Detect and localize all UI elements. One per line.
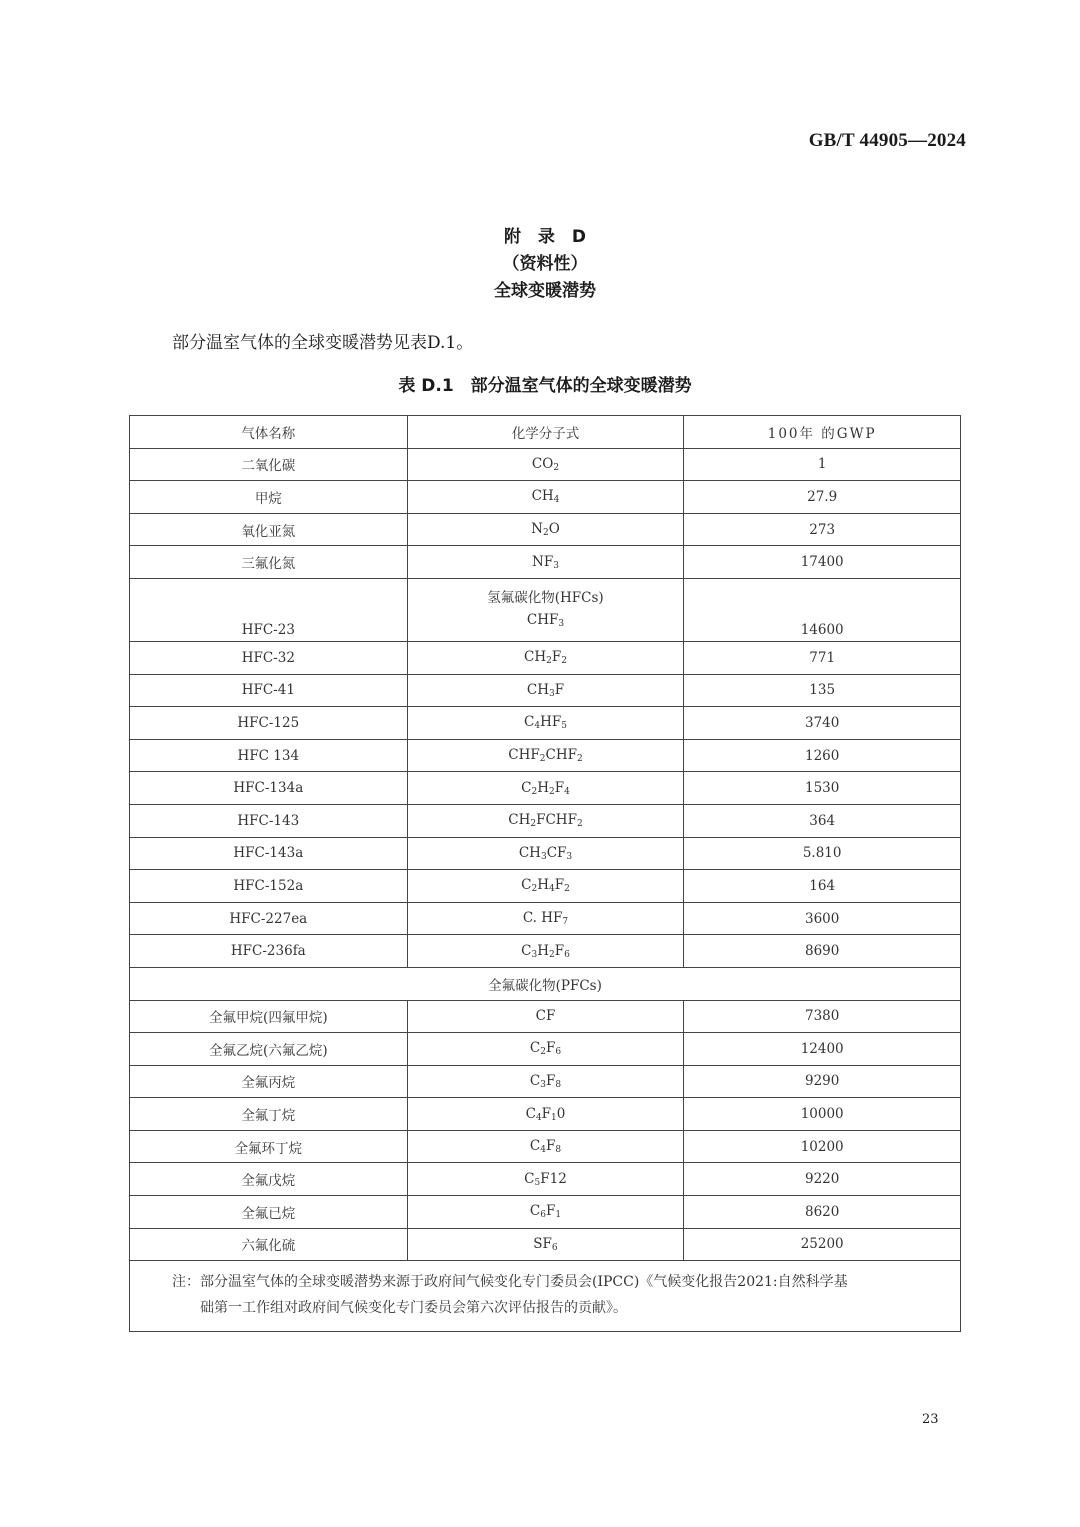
gas-name: 六氟化硫 [130,1228,408,1261]
table-row [130,1000,961,1033]
table-row [130,804,961,837]
table-row [130,1196,961,1229]
gwp-value: 3600 [684,902,961,935]
note-line-1: 注：部分温室气体的全球变暖潜势来源于政府间气候变化专门委员会(IPCC)《气候变化报告2021:自然科学基 [172,1274,848,1291]
chemical-formula: 氢氟碳化物(HFCs) $CHF_3$ [407,578,684,641]
gas-name: 二氧化碳 [130,448,408,481]
gas-name: HFC-227ea [130,902,408,935]
table-row [130,1033,961,1066]
chemical-formula: $CHF_2CHF_2$ [407,739,684,772]
gwp-value: 10000 [684,1098,961,1131]
table-row-pfc-group [130,967,961,1000]
gwp-value: 8690 [684,935,961,968]
chemical-formula: $N_2O$ [407,513,684,546]
chemical-formula: $C_6F_1$ [407,1196,684,1229]
gas-name: HFC 134 [130,739,408,772]
table-row [130,739,961,772]
annex-subject: 全球变暖潜势 [494,281,596,301]
annex-nature: （资料性） [502,254,588,274]
chemical-formula: $C_3H_2F_6$ [407,935,684,968]
chemical-formula: $C_2F_6$ [407,1033,684,1066]
note-line-2: 础第一工作组对政府间气候变化专门委员会第六次评估报告的贡献》。 [200,1300,627,1317]
gas-name: 全氟乙烷(六氟乙烷) [130,1033,408,1066]
gas-name: 全氟甲烷(四氟甲烷) [130,1000,408,1033]
gwp-value: 164 [684,870,961,903]
table-row [130,1228,961,1261]
gwp-value: 1 [684,448,961,481]
table-row [130,902,961,935]
gas-name: 全氟戊烷 [130,1163,408,1196]
gas-name: 全氟丁烷 [130,1098,408,1131]
gwp-value: 5.810 [684,837,961,870]
gwp-value: 9290 [684,1065,961,1098]
column-header-name: 气体名称 [130,416,408,449]
table-row [130,641,961,674]
gas-name: HFC-23 [130,578,408,641]
table-row [130,1130,961,1163]
gwp-table [129,415,961,1332]
gwp-value: 25200 [684,1228,961,1261]
hfc-group-label: 氢氟碳化物(HFCs) [487,590,604,607]
table-row [130,935,961,968]
chemical-formula: C. $HF_7$ [407,902,684,935]
table-header-row [130,416,961,449]
chemical-formula: $CH_2FCHF_2$ [407,804,684,837]
chemical-formula: $C_3F_8$ [407,1065,684,1098]
annex-heading [0,224,1080,305]
gwp-value: 8620 [684,1196,961,1229]
table-row [130,1163,961,1196]
chemical-formula: $C_5F12$ [407,1163,684,1196]
gas-name: HFC-152a [130,870,408,903]
table-row [130,837,961,870]
page-number: 23 [922,1412,939,1427]
gas-name: HFC-134a [130,772,408,805]
gas-name: HFC-32 [130,641,408,674]
table-note-row [130,1261,961,1332]
column-header-gwp: 100年 的GWP [684,416,961,449]
table-note [130,1261,961,1332]
chemical-formula: $CH_4$ [407,481,684,514]
gwp-value: 364 [684,804,961,837]
gas-name: 氧化亚氮 [130,513,408,546]
gas-name: HFC-125 [130,707,408,740]
chemical-formula: $C_2H_2F_4$ [407,772,684,805]
table-row [130,481,961,514]
gwp-value: 27.9 [684,481,961,514]
table-row [130,674,961,707]
chemical-formula: $CH_3F$ [407,674,684,707]
chemical-formula: $CO_2$ [407,448,684,481]
table-row [130,870,961,903]
table-row [130,448,961,481]
table-row [130,1098,961,1131]
table-row [130,707,961,740]
gas-name: 全氟环丁烷 [130,1130,408,1163]
gwp-value: 10200 [684,1130,961,1163]
column-header-formula: 化学分子式 [407,416,684,449]
chemical-formula: $C_4F_8$ [407,1130,684,1163]
table-row [130,772,961,805]
gwp-value: 12400 [684,1033,961,1066]
chemical-formula: $NF_3$ [407,546,684,579]
gas-name: 三氟化氮 [130,546,408,579]
standard-code: GB/T 44905—2024 [808,130,966,151]
gwp-value: 3740 [684,707,961,740]
gwp-value: 9220 [684,1163,961,1196]
intro-paragraph: 部分温室气体的全球变暖潜势见表D.1。 [172,333,474,353]
chemical-formula: $CH_3CF_3$ [407,837,684,870]
gas-name: HFC-236fa [130,935,408,968]
chemical-formula: $C_2H_4F_2$ [407,870,684,903]
table-row-hfc-group [130,578,961,641]
table-row [130,513,961,546]
chemical-formula: $SF_6$ [407,1228,684,1261]
gwp-value: 771 [684,641,961,674]
gwp-value: 1530 [684,772,961,805]
gwp-value: 7380 [684,1000,961,1033]
chemical-formula: $C_4HF_5$ [407,707,684,740]
gas-name: HFC-143a [130,837,408,870]
gwp-value: 135 [684,674,961,707]
gwp-value: 14600 [684,578,961,641]
chemical-formula: $C_4F_10$ [407,1098,684,1131]
pfc-group-label: 全氟碳化物(PFCs) [130,967,961,1000]
table-caption: 表 D.1 部分温室气体的全球变暖潜势 [398,376,692,396]
gwp-value: 17400 [684,546,961,579]
gas-name: 全氟丙烷 [130,1065,408,1098]
chemical-formula: $CH_2F_2$ [407,641,684,674]
gwp-value: 1260 [684,739,961,772]
gas-name: 全氟已烷 [130,1196,408,1229]
gwp-value: 273 [684,513,961,546]
gas-name: HFC-143 [130,804,408,837]
table-row [130,1065,961,1098]
gas-name: HFC-41 [130,674,408,707]
chemical-formula: CF [407,1000,684,1033]
table-row [130,546,961,579]
annex-title: 附 录 D [503,227,587,247]
gas-name: 甲烷 [130,481,408,514]
